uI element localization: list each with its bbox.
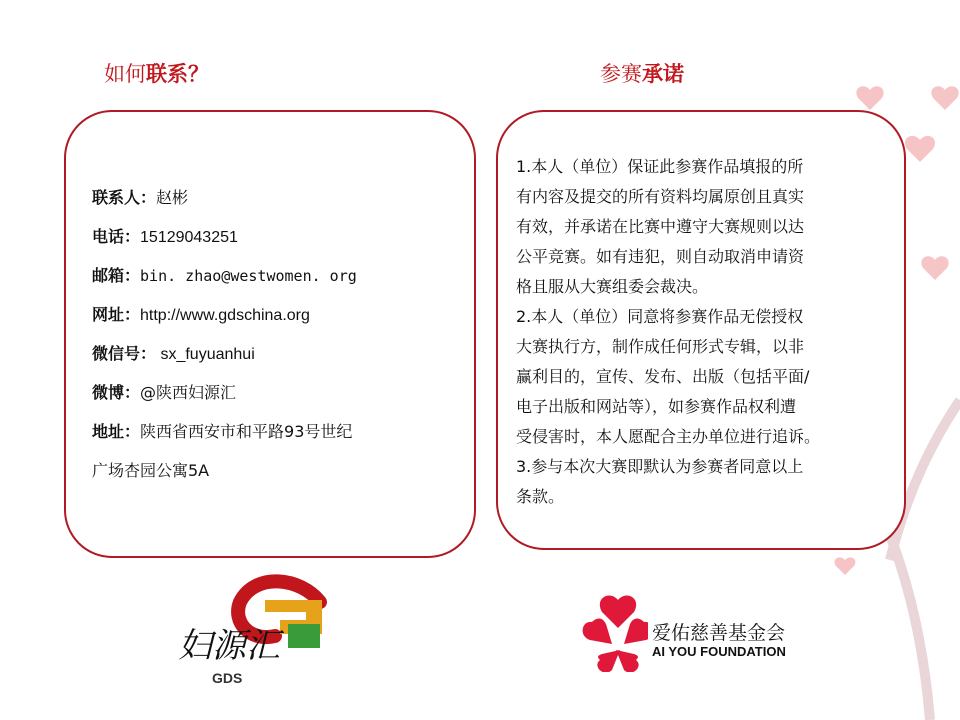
pledge-line: 条款。 [516, 487, 565, 506]
contact-phone-value: 15129043251 [140, 229, 238, 246]
gds-logo-cn: 妇源汇 [178, 626, 280, 666]
contact-weibo-value: @陕西妇源汇 [140, 383, 237, 402]
pledge-line: 3.参与本次大赛即默认为参赛者同意以上 [516, 457, 804, 476]
pledge-line: 大赛执行方，制作成任何形式专辑，以非 [516, 337, 805, 356]
contact-card [64, 110, 476, 558]
aiyou-logo [578, 590, 846, 672]
gds-logo-en: GDS [212, 670, 243, 686]
contact-heading-plain: 如何 [104, 62, 146, 86]
contact-website-label: 网址： [92, 305, 141, 324]
contact-wechat-value: sx_fuyuanhui [156, 346, 255, 363]
contact-address-row [92, 412, 452, 451]
contact-email-label: 邮箱： [92, 266, 141, 285]
contact-weibo-row [92, 373, 452, 412]
contact-email-value: bin. zhao@westwomen. org [140, 267, 357, 285]
pledge-line: 公平竞赛。如有违犯，则自动取消申请资 [516, 247, 805, 266]
contact-heading-accent: 联系？ [146, 62, 209, 86]
contact-wechat-row [92, 334, 452, 373]
contact-address-label: 地址： [92, 422, 141, 441]
contact-email-row [92, 256, 452, 295]
pledge-text [516, 152, 900, 512]
contact-website-value: http://www.gdschina.org [140, 307, 310, 324]
pledge-line: 1.本人（单位）保证此参赛作品填报的所 [516, 157, 804, 176]
contact-wechat-label: 微信号： [92, 344, 157, 363]
contact-weibo-label: 微博： [92, 383, 141, 402]
pledge-heading [600, 58, 684, 88]
pledge-line: 有内容及提交的所有资料均属原创且真实 [516, 187, 805, 206]
gds-logo [170, 572, 340, 692]
pledge-card [496, 110, 906, 550]
contact-heading [104, 58, 209, 88]
aiyou-logo-cn: 爱佑慈善基金会 [652, 622, 786, 644]
contact-person-label: 联系人： [92, 188, 157, 207]
contact-address-value-2: 广场杏园公寓5A [92, 461, 210, 480]
pledge-heading-plain: 参赛 [600, 62, 642, 86]
contact-phone-label: 电话： [92, 227, 141, 246]
pledge-line: 有效，并承诺在比赛中遵守大赛规则以达 [516, 217, 805, 236]
contact-address-row-2 [92, 451, 452, 490]
pledge-line: 格且服从大赛组委会裁决。 [516, 277, 709, 296]
pledge-line: 电子出版和网站等），如参赛作品权利遭 [516, 397, 797, 416]
contact-phone-row [92, 217, 452, 256]
contact-website-row [92, 295, 452, 334]
aiyou-logo-en: AI YOU FOUNDATION [652, 644, 786, 659]
pledge-line: 2.本人（单位）同意将参赛作品无偿授权 [516, 307, 804, 326]
aiyou-logo-text-box [648, 614, 844, 658]
contact-list [92, 178, 452, 490]
contact-person-row [92, 178, 452, 217]
heart-flower-icon [578, 590, 658, 672]
contact-person-value: 赵彬 [156, 188, 189, 207]
contact-address-value-1: 陕西省西安市和平路93号世纪 [140, 422, 353, 441]
pledge-line: 受侵害时，本人愿配合主办单位进行追诉。 [516, 427, 821, 446]
pledge-heading-accent: 承诺 [642, 62, 684, 86]
pledge-line: 赢利目的，宣传、发布、出版（包括平面/ [516, 367, 810, 386]
